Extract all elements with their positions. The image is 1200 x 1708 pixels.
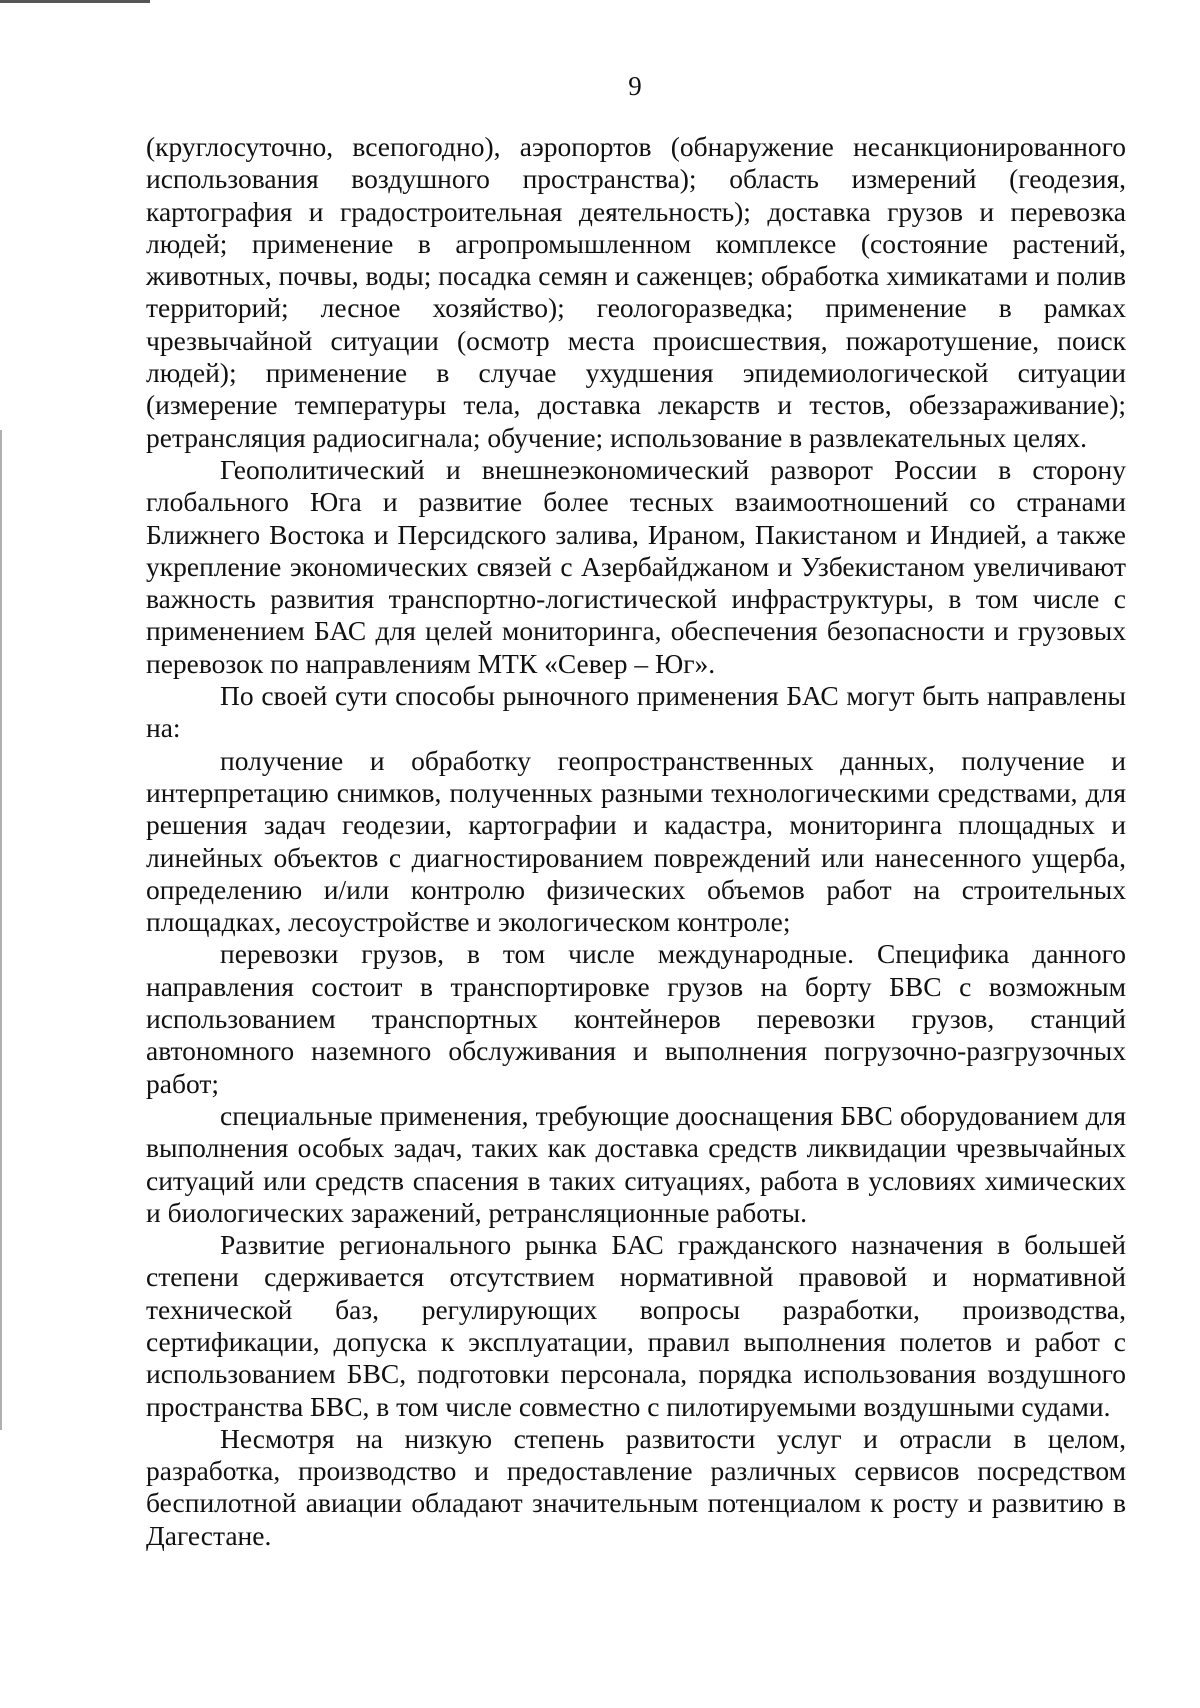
list-item-geospatial-data: получение и обработку геопространственных данных, получение и интерпретацию снимков, полученных разными технологическими средствами, для решения задач геодезии, картографии и кадастра, мониторинга площадных и линейных объектов с диагностированием повреждений или нанесенного ущерба, определению и/или контролю физических объемов работ на строительных площадках, лесоустройстве и экологическом контроле; xyxy=(146,744,1126,938)
scan-edge-left xyxy=(0,430,2,1430)
paragraph-geopolitics: Геополитический и внешнеэкономический разворот России в сторону глобального Юга и развитие более тесных взаимоотношений со странами Ближнего Востока и Персидского залива, Ираном, Пакистаном и Индией, а также укрепление экономических связей с Азербайджаном и Узбекистаном увеличивают важность развития транспортно-логистической инфраструктуры, в том числе с применением БАС для целей мониторинга, обеспечения безопасности и грузовых перевозок по направлениям МТК «Север – Юг». xyxy=(146,453,1126,679)
page-number: 9 xyxy=(628,71,642,101)
list-item-special-applications: специальные применения, требующие дооснащения БВС оборудованием для выполнения особых задач, таких как доставка средств ликвидации чрезвычайных ситуаций или средств спасения в таких ситуациях, работа в условиях химических и биологических заражений, ретрансляционные работы. xyxy=(146,1099,1126,1228)
scan-edge-top xyxy=(0,0,150,3)
paragraph-regulatory-constraints: Развитие регионального рынка БАС гражданского назначения в большей степени сдерживается отсутствием нормативной правовой и нормативной технической баз, регулирующих вопросы разработки, производства, сертификации, допуска к эксплуатации, правил выполнения полетов и работ с использованием БВС, подготовки персонала, порядка использования воздушного пространства БВС, в том числе совместно с пилотируемыми воздушными судами. xyxy=(146,1229,1126,1422)
document-body xyxy=(146,131,1126,1552)
paragraph-market-uses-intro: По своей сути способы рыночного применения БАС могут быть направлены на: xyxy=(146,680,1126,744)
paragraph-growth-potential: Несмотря на низкую степень развитости услуг и отрасли в целом, разработка, производство и предоставление различных сервисов посредством беспилотной авиации обладают значительным потенциалом к росту и развитию в Дагестане. xyxy=(146,1422,1126,1551)
list-item-cargo-transport: перевозки грузов, в том числе международные. Специфика данного направления состоит в транспортировке грузов на борту БВС с возможным использованием транспортных контейнеров перевозки грузов, станций автономного наземного обслуживания и выполнения погрузочно-разгрузочных работ; xyxy=(146,938,1126,1099)
paragraph-continuation: (круглосуточно, всепогодно), аэропортов (обнаружение несанкционированного использования воздушного пространства); область измерений (геодезия, картография и градостроительная деятельность); доставка грузов и перевозка людей; применение в агропромышленном комплексе (состояние растений, животных, почвы, воды; посадка семян и саженцев; обработка химикатами и полив территорий; лесное хозяйство); геологоразведка; применение в рамках чрезвычайной ситуации (осмотр места происшествия, пожаротушение, поиск людей); применение в случае ухудшения эпидемиологической ситуации (измерение температуры тела, доставка лекарств и тестов, обеззараживание); ретрансляция радиосигнала; обучение; использование в развлекательных целях. xyxy=(146,131,1126,453)
